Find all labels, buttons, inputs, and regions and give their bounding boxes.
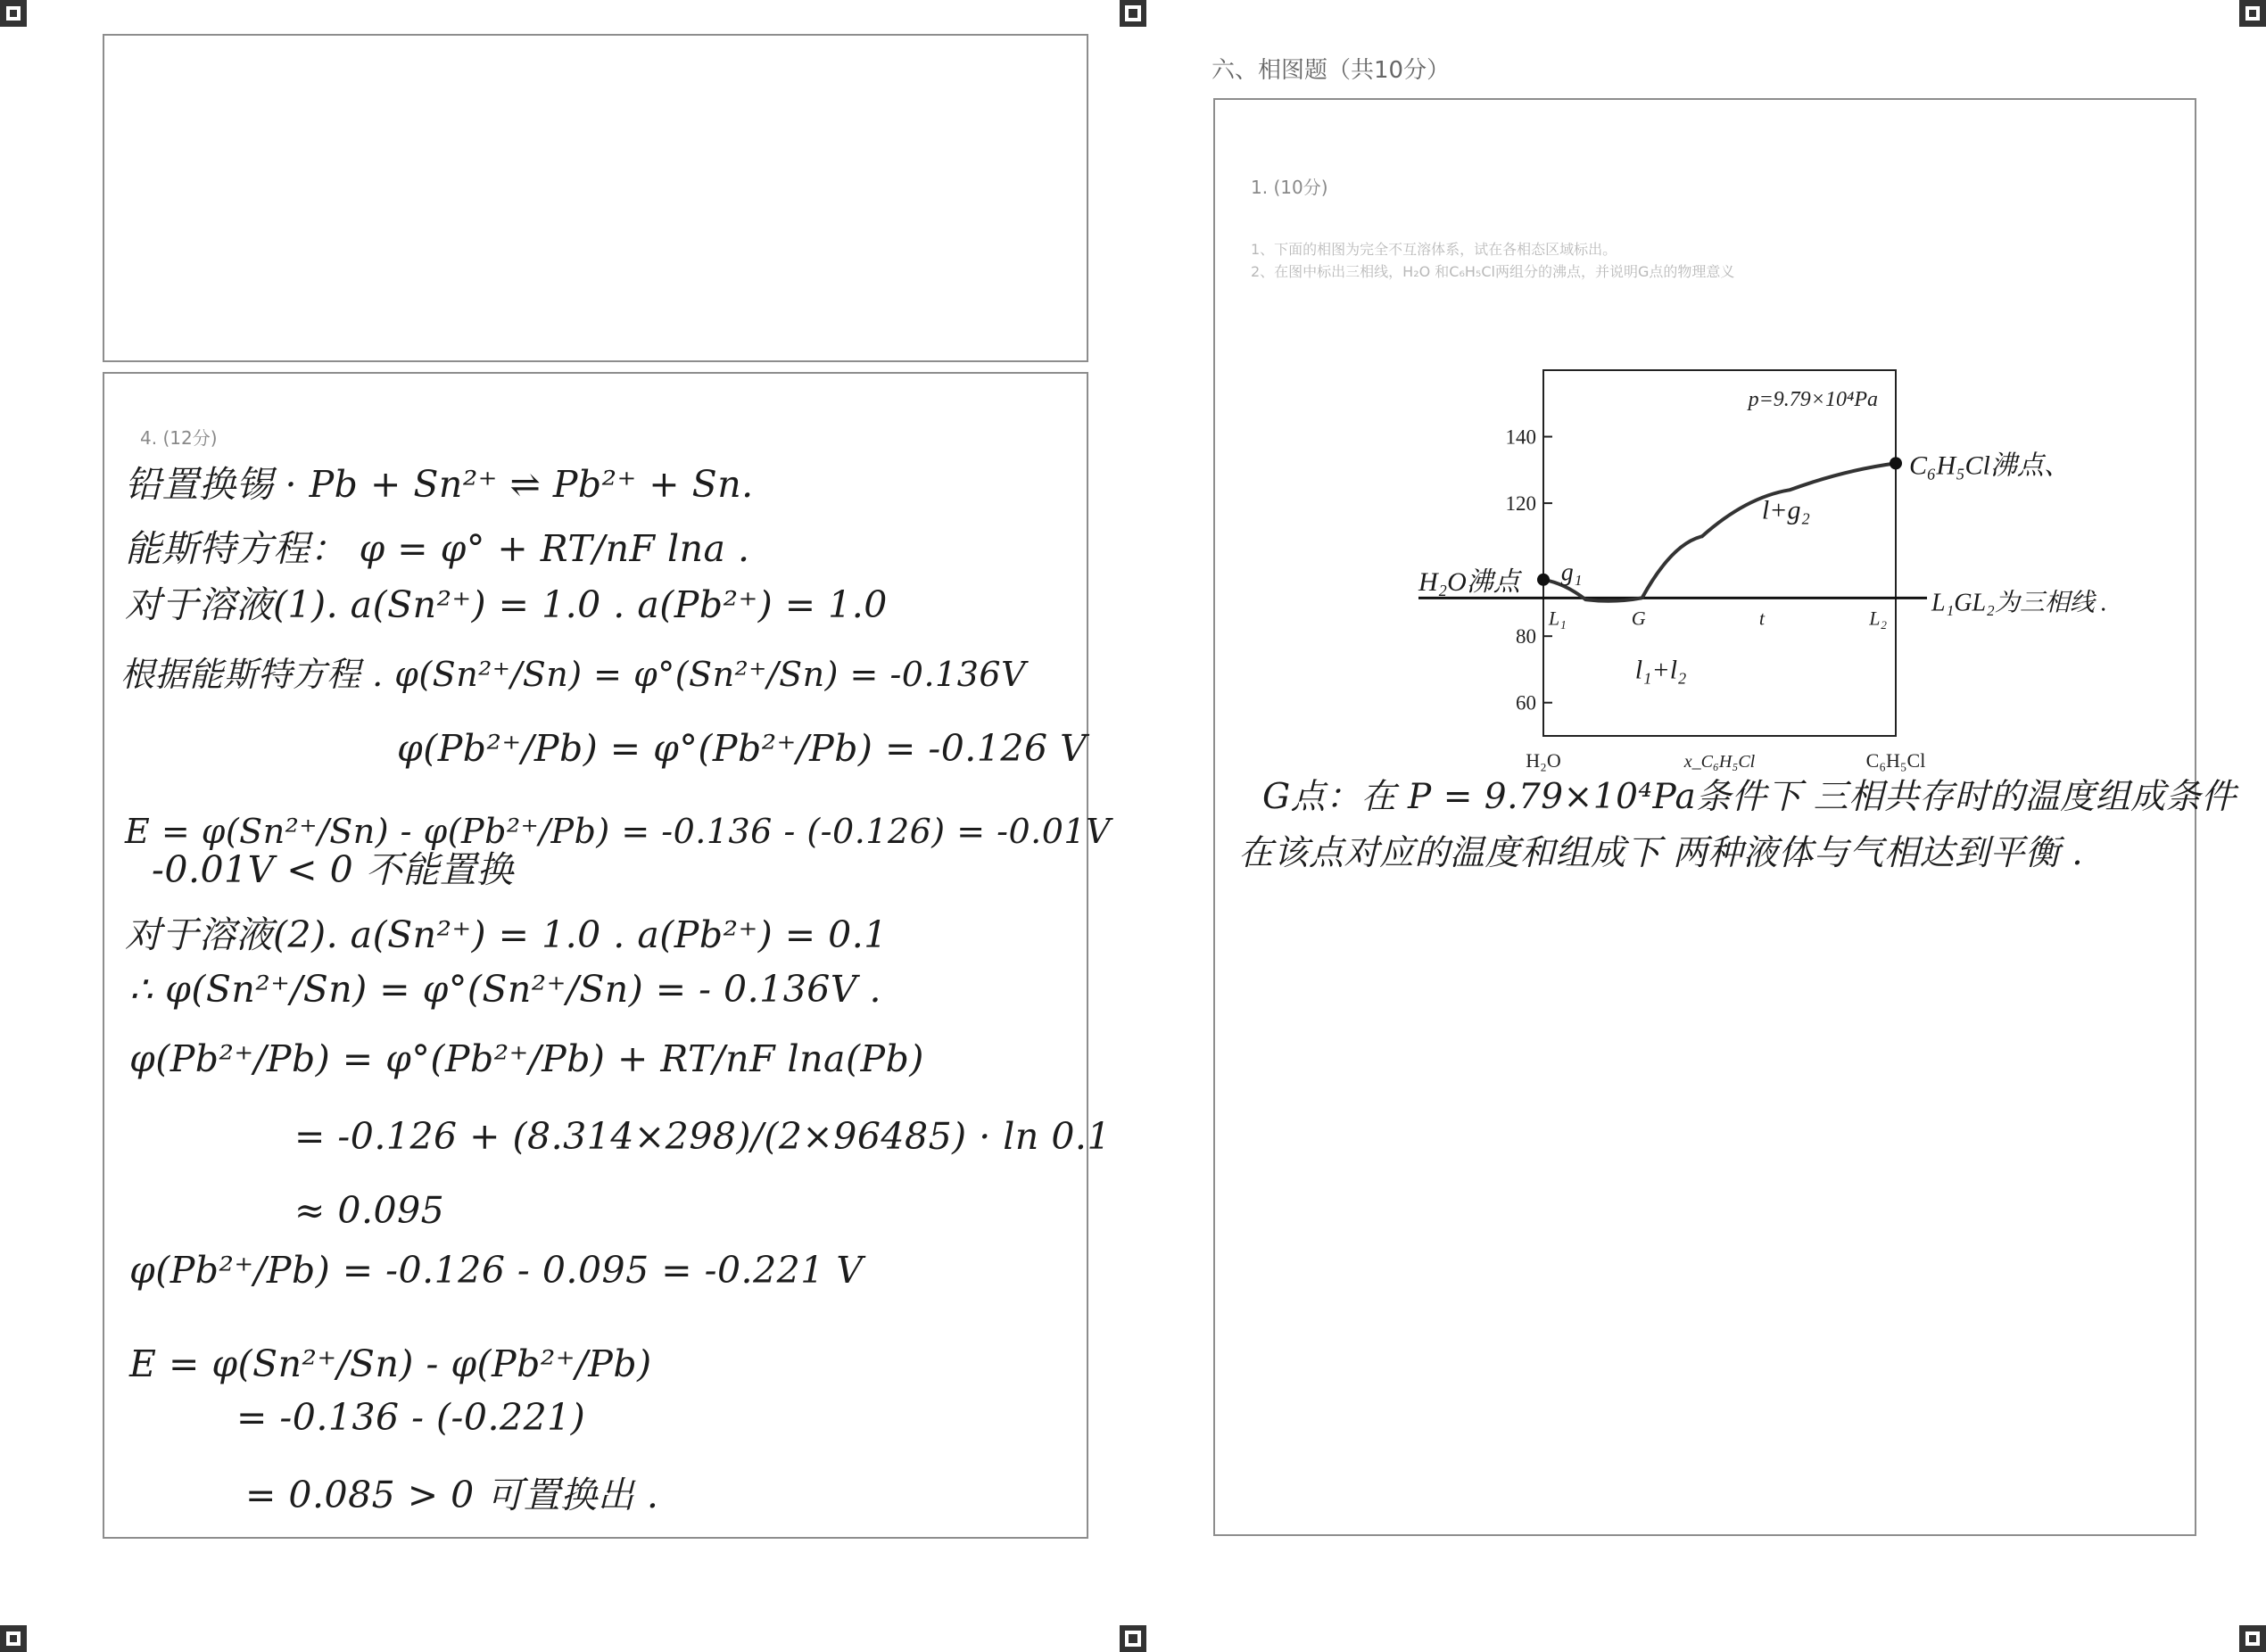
answer-line-5: φ(Pb²⁺/Pb) = φ°(Pb²⁺/Pb) = -0.126 V — [397, 727, 1088, 770]
annotation-region-lg2: l+g₂ — [1761, 495, 1810, 525]
instruction-line-2: 2、在图中标出三相线，H₂O 和C₆H₅Cl两组分的沸点，并说明G点的物理意义 — [1251, 263, 1735, 280]
c6h5cl-boiling-point — [1890, 457, 1902, 469]
annotation-h2o-boiling: H₂O沸点 — [1418, 566, 1520, 597]
h2o-boiling-point — [1537, 574, 1550, 586]
point-label-3: t — [1758, 607, 1765, 630]
annotation-region-l1l2: l₁+l₂ — [1634, 655, 1687, 685]
corner-marker-bottom-right — [2239, 1625, 2266, 1652]
answer-line-11: = -0.126 + (8.314×298)/(2×96485) · ln 0.1 — [294, 1115, 1112, 1158]
right-answer-line-1: G点：在 P = 9.79×10⁴Pa条件下 三相共存时的温度组成条件 — [1262, 777, 2237, 817]
x-axis-label: x_C₆H₅Cl — [1683, 752, 1756, 772]
answer-line-9: ∴ φ(Sn²⁺/Sn) = φ°(Sn²⁺/Sn) = - 0.136V . — [129, 968, 882, 1011]
x-label-left: H₂O — [1526, 749, 1561, 772]
chart-title: p=9.79×10⁴Pa — [1748, 388, 1878, 411]
section-title: 六、相图题（共10分） — [1212, 57, 1451, 84]
previous-answer-box — [103, 34, 1088, 362]
corner-marker-bottom-center — [1120, 1625, 1146, 1652]
answer-line-7: -0.01V < 0 不能置换 — [152, 848, 514, 891]
answer-line-2: 能斯特方程： φ = φ° + RT/nF lna . — [125, 527, 750, 570]
right-answer-line-2: 在该点对应的温度和组成下 两种液体与气相达到平衡 . — [1238, 833, 2084, 873]
corner-marker-top-center — [1120, 0, 1146, 27]
point-label-2: G — [1631, 607, 1646, 630]
plot-frame — [1543, 370, 1896, 736]
answer-line-16: = 0.085 > 0 可置换出 . — [245, 1474, 659, 1516]
y-tick-label: 120 — [1505, 492, 1536, 516]
y-tick-label: 80 — [1516, 625, 1536, 648]
annotation-region-g1: g₁ — [1560, 558, 1583, 587]
phase-diagram — [1410, 357, 2195, 785]
annotation-three-phase: L₁GL₂为三相线 . — [1931, 589, 2107, 617]
instruction-line-1: 1、下面的相图为完全不互溶体系，试在各相态区域标出。 — [1251, 241, 1617, 258]
answer-line-12: ≈ 0.095 — [294, 1189, 445, 1232]
annotation-c6h5cl-boiling: C₆H₅Cl沸点、 — [1909, 450, 2071, 481]
answer-line-13: φ(Pb²⁺/Pb) = -0.126 - 0.095 = -0.221 V — [129, 1249, 864, 1292]
y-tick-label: 60 — [1516, 691, 1536, 714]
answer-line-6: E = φ(Sn²⁺/Sn) - φ(Pb²⁺/Pb) = -0.136 - (-0.126) = -0.01V — [125, 812, 1112, 851]
question-1-label: 1. (10分) — [1251, 177, 1328, 198]
phase-curve-2 — [1642, 463, 1896, 598]
point-label-1: L₁ — [1548, 607, 1567, 630]
answer-line-1: 铅置换锡 · Pb + Sn²⁺ ⇌ Pb²⁺ + Sn. — [125, 463, 754, 506]
answer-line-3: 对于溶液(1). a(Sn²⁺) = 1.0 . a(Pb²⁺) = 1.0 — [125, 583, 888, 626]
corner-marker-top-right — [2239, 0, 2266, 27]
corner-marker-top-left — [0, 0, 27, 27]
answer-line-10: φ(Pb²⁺/Pb) = φ°(Pb²⁺/Pb) + RT/nF lna(Pb) — [129, 1037, 924, 1080]
answer-line-8: 对于溶液(2). a(Sn²⁺) = 1.0 . a(Pb²⁺) = 0.1 — [125, 913, 888, 956]
x-label-right: C₆H₅Cl — [1865, 749, 1926, 772]
point-label-4: L₂ — [1869, 607, 1888, 630]
question-4-label: 4. (12分) — [140, 427, 218, 449]
corner-marker-bottom-left — [0, 1625, 27, 1652]
answer-line-15: = -0.136 - (-0.221) — [236, 1396, 586, 1439]
answer-line-14: E = φ(Sn²⁺/Sn) - φ(Pb²⁺/Pb) — [129, 1342, 652, 1385]
answer-line-4: 根据能斯特方程 . φ(Sn²⁺/Sn) = φ°(Sn²⁺/Sn) = -0.136V — [120, 655, 1027, 694]
y-tick-label: 140 — [1505, 425, 1536, 449]
